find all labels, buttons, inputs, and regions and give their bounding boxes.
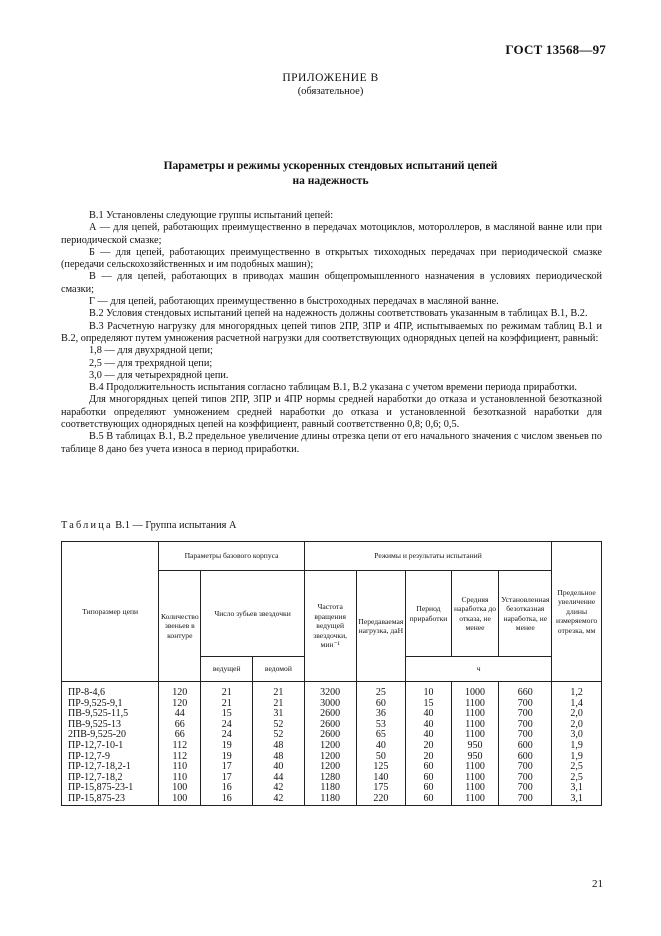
table-cell: 66 (159, 730, 201, 741)
table-cell: 700 (499, 730, 552, 741)
col-header-modes-group: Режимы и результаты испытаний (304, 542, 551, 571)
table-cell: 1100 (451, 699, 499, 710)
paragraph: В.1 Установлены следующие группы испытаний цепей: (89, 210, 334, 221)
table-cell: ПР-12,7-18,2 (62, 773, 159, 784)
table-cell: 25 (356, 688, 406, 699)
table-cell: 15 (406, 699, 452, 710)
table-cell: 1200 (304, 741, 356, 752)
appendix-title: ПРИЛОЖЕНИЕ В (282, 72, 379, 84)
table-cell: 3000 (304, 699, 356, 710)
table-cell: 1,9 (552, 752, 602, 763)
table-cell: 66 (159, 720, 201, 731)
table-cell: 1100 (451, 794, 499, 805)
table-cell: 110 (159, 762, 201, 773)
col-header-load: Передаваемая нагрузка, даН (356, 571, 406, 682)
table-cell: 2,0 (552, 709, 602, 720)
table-cell: 52 (253, 720, 305, 731)
col-header-set-time: Установленная безотказная наработка, не менее (499, 571, 552, 657)
table-caption (61, 520, 236, 531)
body-text (61, 210, 602, 456)
table-cell: 20 (406, 752, 452, 763)
table-cell: 17 (201, 762, 253, 773)
table-cell: 1,9 (552, 741, 602, 752)
col-header-run-in: Период приработки (406, 571, 452, 657)
paragraph: 3,0 — для четырехрядной цепи. (89, 369, 229, 381)
table-cell: 660 (499, 688, 552, 699)
table-cell: 600 (499, 741, 552, 752)
paragraph: Для многорядных цепей типов 2ПР, 3ПР и 4ПР нормы средней наработки до отказа и установленной безотказной наработки определяют умножением средней наработки до отказа и установленной безотказной наработки для соответствующих однорядных цепей на коэффициент, равный соответственно 0,8; 0,6; 0,5. (61, 394, 602, 431)
table-cell: 120 (159, 688, 201, 699)
table-cell: 700 (499, 699, 552, 710)
table-cell: 20 (406, 741, 452, 752)
col-header-teeth: Число зубьев звездочки (201, 571, 304, 657)
table-cell: 700 (499, 773, 552, 784)
table-cell: 16 (201, 783, 253, 794)
table-cell: 3,1 (552, 794, 602, 805)
table-cell: 700 (499, 720, 552, 731)
table-cell: 17 (201, 773, 253, 784)
table-cell: 2600 (304, 720, 356, 731)
table-cell: 140 (356, 773, 406, 784)
table-cell: 125 (356, 762, 406, 773)
table-cell: 2,0 (552, 720, 602, 731)
table-cell: ПР-15,875-23 (62, 794, 159, 805)
table-cell: 53 (356, 720, 406, 731)
table-cell: ПР-12,7-9 (62, 752, 159, 763)
paragraph: 1,8 — для двухрядной цепи; (89, 345, 213, 357)
table-row (62, 688, 602, 699)
table-cell: 40 (356, 741, 406, 752)
table-cell: 220 (356, 794, 406, 805)
table-cell: ПР-15,875-23-1 (62, 783, 159, 794)
table-cell: 19 (201, 752, 253, 763)
table-cell: 1180 (304, 794, 356, 805)
table-cell: 48 (253, 752, 305, 763)
table-cell: 21 (253, 699, 305, 710)
col-header-links: Количество звеньев в контуре (159, 571, 201, 682)
table-cell: 1100 (451, 762, 499, 773)
table-cell: 21 (201, 699, 253, 710)
table-cell: 60 (406, 794, 452, 805)
table-cell: ПР-12,7-18,2-1 (62, 762, 159, 773)
table-cell: 1200 (304, 762, 356, 773)
table-cell: 10 (406, 688, 452, 699)
section-title-line-1: Параметры и режимы ускоренных стендовых испытаний цепей (163, 160, 498, 172)
table-cell: 1100 (451, 773, 499, 784)
table-cell: 1100 (451, 730, 499, 741)
table-cell: 15 (201, 709, 253, 720)
table-cell: ПР-9,525-9,1 (62, 699, 159, 710)
table-row (62, 794, 602, 805)
table-cell: 60 (406, 762, 452, 773)
table-cell: 16 (201, 794, 253, 805)
table-cell: 40 (253, 762, 305, 773)
table-cell: 2,5 (552, 773, 602, 784)
table-cell: 40 (406, 709, 452, 720)
table-cell: 1100 (451, 783, 499, 794)
section-title-line-2: на надежность (292, 175, 369, 187)
table-cell: 1200 (304, 752, 356, 763)
table-cell: 2600 (304, 730, 356, 741)
paragraph: Г — для цепей, работающих преимущественно в быстроходных передачах в масляной ванне. (89, 296, 499, 308)
table-cell: 60 (356, 699, 406, 710)
table-cell: 19 (201, 741, 253, 752)
table-cell: 52 (253, 730, 305, 741)
table-cell: 1100 (451, 720, 499, 731)
col-header-type: Типоразмер цепи (62, 542, 159, 682)
section-title (0, 159, 661, 189)
document-standard-code: ГОСТ 13568—97 (505, 42, 606, 57)
table-cell: 700 (499, 762, 552, 773)
col-header-driving: ведущей (201, 657, 253, 682)
table-cell: 1,4 (552, 699, 602, 710)
paragraph: В.5 В таблицах В.1, В.2 предельное увеличение длины отрезка цепи от его начального значения с числом звеньев по таблице 8 дано без учета износа в период приработки. (61, 431, 602, 455)
table-cell: 44 (159, 709, 201, 720)
table-cell: 42 (253, 783, 305, 794)
table-cell: ПВ-9,525-11,5 (62, 709, 159, 720)
table-cell: 60 (406, 783, 452, 794)
table-cell: 42 (253, 794, 305, 805)
paragraph: В — для цепей, работающих в приводах машин общепромышленного назначения в условиях периодической смазки; (61, 271, 602, 295)
table-cell: 48 (253, 741, 305, 752)
table-cell: 700 (499, 783, 552, 794)
col-header-mean-time: Средняя наработка до отказа, не менее (451, 571, 499, 657)
table-cell: 3,1 (552, 783, 602, 794)
table-cell: 112 (159, 741, 201, 752)
table-cell: 2,5 (552, 762, 602, 773)
table-cell: 2600 (304, 709, 356, 720)
table-cell: 112 (159, 752, 201, 763)
table-cell: 24 (201, 720, 253, 731)
page-number: 21 (592, 878, 603, 890)
col-header-elongation: Предельное увеличение длины измеряемого отрезка, мм (552, 542, 602, 682)
table-row (62, 741, 602, 752)
table-cell: 21 (201, 688, 253, 699)
table-cell: 100 (159, 794, 201, 805)
appendix-subtitle: (обязательное) (297, 86, 364, 97)
table-cell: ПВ-9,525-13 (62, 720, 159, 731)
table-cell: 36 (356, 709, 406, 720)
table-cell: 65 (356, 730, 406, 741)
table-cell: 1180 (304, 783, 356, 794)
paragraph: А — для цепей, работающих преимущественно в передачах мотоциклов, мотороллеров, в масляной ванне или при периодической смазке; (61, 222, 602, 246)
table-cell: 1,2 (552, 688, 602, 699)
table-cell: 1100 (451, 709, 499, 720)
table-cell: 700 (499, 794, 552, 805)
table-cell: 2ПВ-9,525-20 (62, 730, 159, 741)
table-caption-text: В.1 — Группа испытания А (112, 520, 237, 531)
table-cell: 175 (356, 783, 406, 794)
table-cell: 700 (499, 709, 552, 720)
table-cell: 60 (406, 773, 452, 784)
table-cell: 120 (159, 699, 201, 710)
table-cell: 3200 (304, 688, 356, 699)
table-cell: 31 (253, 709, 305, 720)
table-cell: 1000 (451, 688, 499, 699)
paragraph: Б — для цепей, работающих преимущественно в открытых тихоходных передачах при периодической смазке (передачи сельскохозяйственных и им подобных машин); (61, 246, 602, 271)
table-cell: 21 (253, 688, 305, 699)
table-cell: 950 (451, 741, 499, 752)
table-cell: 3,0 (552, 730, 602, 741)
table-cell: 950 (451, 752, 499, 763)
test-group-a-table (61, 541, 602, 806)
table-caption-prefix: Таблица (61, 520, 113, 531)
table-cell: 100 (159, 783, 201, 794)
table-cell: 110 (159, 773, 201, 784)
col-header-frequency: Частота вращения ведущей звездочки, мин⁻¹ (304, 571, 356, 682)
table-cell: 600 (499, 752, 552, 763)
col-header-driven: ведомой (253, 657, 305, 682)
table-cell: 24 (201, 730, 253, 741)
col-header-base-group: Параметры базового корпуса (159, 542, 305, 571)
paragraph: В.4 Продолжительность испытания согласно таблицам В.1, В.2 указана с учетом времени периода приработки. (89, 382, 577, 394)
table-cell: 44 (253, 773, 305, 784)
table-cell: 1280 (304, 773, 356, 784)
paragraph: В.2 Условия стендовых испытаний цепей на надежность должны соответствовать указанным в таблицах В.1, В.2. (89, 308, 588, 320)
table-cell: 40 (406, 730, 452, 741)
table-cell: ПР-8-4,6 (62, 688, 159, 699)
paragraph: В.3 Расчетную нагрузку для многорядных цепей типов 2ПР, 3ПР и 4ПР, испытываемых по режимам таблиц В.1 и В.2, определяют путем умножения расчетной нагрузки для соответствующих однорядных цепей на коэффициент, равный: (61, 320, 602, 344)
paragraph: 2,5 — для трехрядной цепи; (89, 357, 213, 369)
table-cell: 50 (356, 752, 406, 763)
col-header-unit-hours: ч (406, 657, 552, 682)
table-cell: 40 (406, 720, 452, 731)
table-cell: ПР-12,7-10-1 (62, 741, 159, 752)
